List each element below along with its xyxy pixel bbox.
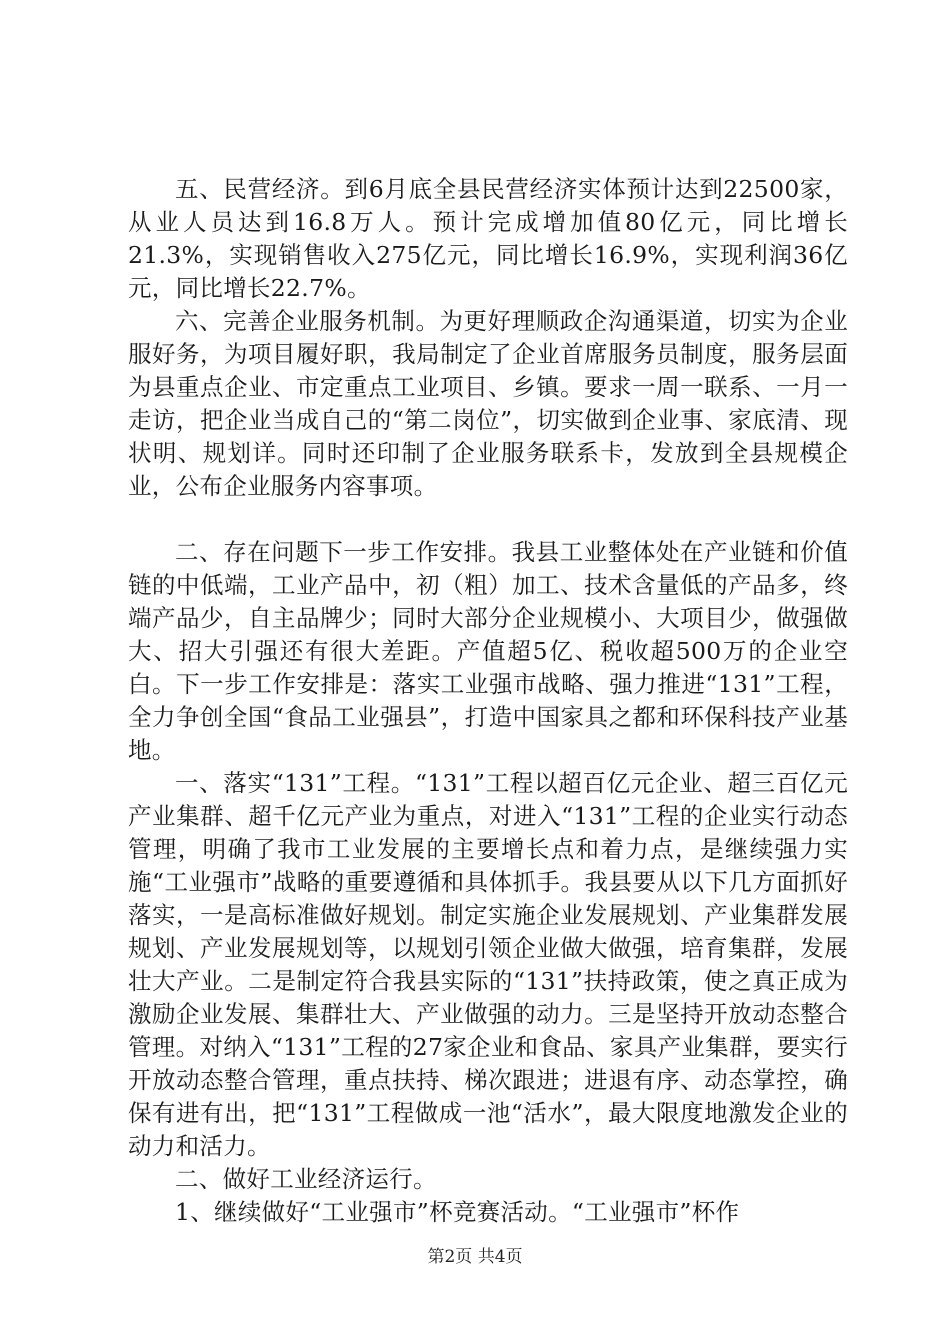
paragraph-competition: 1、继续做好“工业强市”杯竞赛活动。“工业强市”杯作 <box>175 1198 740 1226</box>
page-footer <box>0 1246 950 1268</box>
page-number: 第2页 共4页 <box>427 1247 523 1267</box>
paragraph-private-economy: 五、民营经济。到6月底全县民营经济实体预计达到22500家，从业人员达到16.8万人。预计完成增加值80亿元，同比增长21.3%，实现销售收入275亿元，同比增长16.9%，实现利润36亿元，同比增长22.7%。 <box>128 175 848 302</box>
paragraph-problems-next-steps: 二、存在问题下一步工作安排。我县工业整体处在产业链和价值链的中低端，工业产品中，初（粗）加工、技术含量低的产品多，终端产品少，自主品牌少；同时大部分企业规模小、大项目少，做强做大、招大引强还有很大差距。产值超5亿、税收超500万的企业空白。下一步工作安排是：落实工业强市战略、强力推进“131”工程，全力争创全国“食品工业强县”，打造中国家具之都和环保科技产业基地。 <box>128 538 848 764</box>
paragraph-industrial-operation: 二、做好工业经济运行。 <box>175 1165 437 1193</box>
paragraph-131-project: 一、落实“131”工程。“131”工程以超百亿元企业、超三百亿元产业集群、超千亿元产业为重点，对进入“131”工程的企业实行动态管理，明确了我市工业发展的主要增长点和着力点，是继续强力实施“工业强市”战略的重要遵循和具体抓手。我县要从以下几方面抓好落实，一是高标准做好规划。制定实施企业发展规划、产业集群发展规划、产业发展规划等，以规划引领企业做大做强，培育集群，发展壮大产业。二是制定符合我县实际的“131”扶持政策，使之真正成为激励企业发展、集群壮大、产业做强的动力。三是坚持开放动态整合管理。对纳入“131”工程的27家企业和食品、家具产业集群，要实行开放动态整合管理，重点扶持、梯次跟进；进退有序、动态掌控，确保有进有出，把“131”工程做成一池“活水”，最大限度地激发企业的动力和活力。 <box>128 769 848 1160</box>
paragraph-enterprise-service: 六、完善企业服务机制。为更好理顺政企沟通渠道，切实为企业服好务，为项目履好职，我局制定了企业首席服务员制度，服务层面为县重点企业、市定重点工业项目、乡镇。要求一周一联系、一月一走访，把企业当成自己的“第二岗位”，切实做到企业事、家底清、现状明、规划详。同时还印制了企业服务联系卡，发放到全县规模企业，公布企业服务内容事项。 <box>128 307 848 500</box>
document-body <box>128 173 848 1229</box>
